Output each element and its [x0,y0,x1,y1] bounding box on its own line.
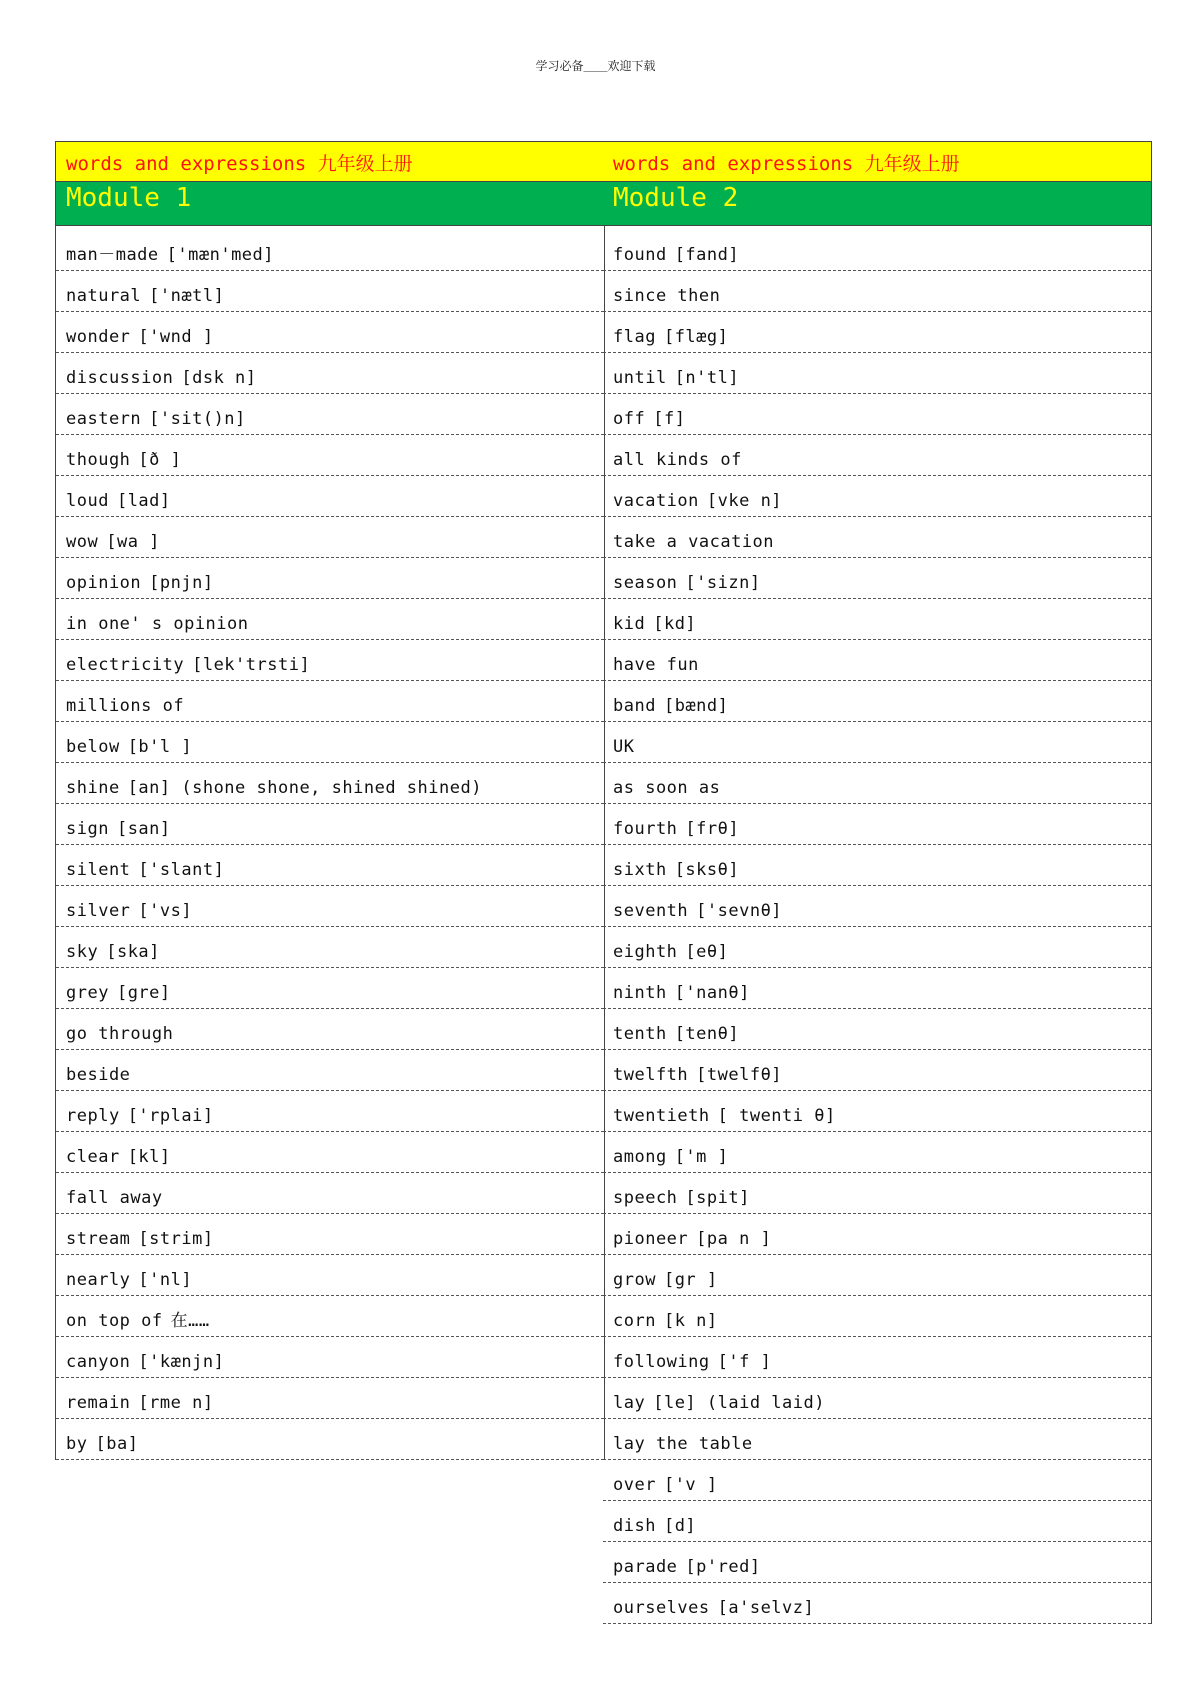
vocab-word: sixth [613,860,667,880]
left-table-title: words and expressions 九年级上册 [56,141,604,182]
vocab-row [603,1460,1151,1501]
vocab-row [603,1091,1151,1132]
right-table-title: words and expressions 九年级上册 [603,141,1151,182]
module-1-column [55,141,605,1460]
vocab-row [56,845,604,886]
vocab-pronunciation: [le] (laid laid) [653,1393,825,1413]
vocab-row [603,722,1151,763]
page-header: 学习必备＿＿欢迎下载 [535,59,656,73]
vocab-pronunciation: [ twenti θ] [717,1106,836,1126]
vocab-pronunciation: [san] [116,819,171,839]
vocab-word: silver [66,901,131,921]
vocab-pronunciation: ['vs] [138,901,193,921]
vocab-word: canyon [66,1352,131,1372]
vocab-word: fall away [66,1188,163,1208]
module-2-column [603,141,1152,1624]
vocab-row [603,681,1151,722]
vocab-word: fourth [613,819,678,839]
vocab-word: beside [66,1065,131,1085]
vocab-row [603,435,1151,476]
vocab-pronunciation: ['wnd ] [138,327,214,347]
vocab-pronunciation: [twelfθ] [696,1065,783,1085]
vocab-pronunciation: ['v ] [663,1475,718,1495]
vocab-row [56,886,604,927]
vocab-word: eighth [613,942,678,962]
vocab-row [603,1419,1151,1460]
vocab-word: until [613,368,667,388]
vocab-pronunciation: ['sizn] [685,573,761,593]
vocab-pronunciation: ['m ] [674,1147,729,1167]
vocab-word: vacation [613,491,699,511]
vocab-pronunciation: [kd] [653,614,697,634]
vocab-pronunciation: ['kænjn] [138,1352,225,1372]
vocab-word: shine [66,778,120,798]
vocab-row [56,353,604,394]
vocab-word: corn [613,1311,656,1331]
vocab-row [603,476,1151,517]
vocab-row [56,476,604,517]
vocab-pronunciation: [wa ] [106,532,160,552]
vocab-pronunciation: [a'selvz] [717,1598,815,1618]
vocab-word: on top of [66,1311,163,1331]
vocab-word: among [613,1147,667,1167]
vocab-pronunciation: [gr ] [663,1270,718,1290]
vocab-row [56,1009,604,1050]
vocab-row [603,1501,1151,1542]
left-module-heading: Module 1 [56,182,604,226]
vocab-pronunciation: ['f ] [717,1352,772,1372]
vocab-row [56,804,604,845]
vocab-pronunciation: [pnjn] [149,573,214,593]
vocab-pronunciation: ['rplai] [127,1106,214,1126]
vocab-pronunciation: ['nætl] [149,286,225,306]
vocab-word: below [66,737,120,757]
vocab-word: ourselves [613,1598,710,1618]
vocab-row [603,271,1151,312]
vocab-row [603,1132,1151,1173]
vocab-row [56,640,604,681]
vocab-row [56,1419,604,1460]
vocab-pronunciation: [dsk n] [181,368,257,388]
vocab-row [603,394,1151,435]
vocab-word: flag [613,327,656,347]
vocab-pronunciation: [lek'trsti] [192,655,311,675]
vocab-pronunciation: [an] (shone shone, shined shined) [127,778,482,798]
vocab-row [56,517,604,558]
vocab-word: following [613,1352,710,1372]
vocab-row [603,517,1151,558]
vocab-row [56,271,604,312]
vocab-word: sign [66,819,109,839]
vocab-row [56,312,604,353]
vocab-row [603,1214,1151,1255]
vocab-word: season [613,573,678,593]
vocab-row [603,1542,1151,1583]
vocab-row [603,1255,1151,1296]
vocab-row [56,1296,604,1337]
vocab-pronunciation: [ba] [95,1434,139,1454]
vocab-pronunciation: [ska] [106,942,160,962]
vocab-row [56,968,604,1009]
vocab-word: tenth [613,1024,667,1044]
vocab-row [56,1173,604,1214]
vocab-word: seventh [613,901,689,921]
vocab-row [56,1091,604,1132]
vocab-row [603,353,1151,394]
vocab-word: lay [613,1393,646,1413]
vocab-word: electricity [66,655,185,675]
vocab-word: twentieth [613,1106,710,1126]
vocab-row [603,1009,1151,1050]
vocab-row [56,435,604,476]
vocab-word: pioneer [613,1229,689,1249]
vocab-row [603,312,1151,353]
vocab-pronunciation: [eθ] [685,942,729,962]
vocab-pronunciation: [d] [663,1516,697,1536]
vocab-pronunciation: [sksθ] [674,860,740,880]
vocab-word: eastern [66,409,142,429]
vocab-row [56,599,604,640]
vocab-pronunciation: ['slant] [138,860,225,880]
vocab-row [603,804,1151,845]
vocab-word: nearly [66,1270,131,1290]
vocab-word: all kinds of [613,450,742,470]
vocab-word: found [613,245,667,265]
vocab-pronunciation: [flæg] [663,327,729,347]
vocab-word: reply [66,1106,120,1126]
vocab-pronunciation: [frθ] [685,819,740,839]
vocab-row [56,1050,604,1091]
vocab-pronunciation: [kl] [127,1147,171,1167]
vocab-row [603,1296,1151,1337]
vocab-pronunciation: ['sevnθ] [696,901,783,921]
vocab-row [56,722,604,763]
vocab-word: band [613,696,656,716]
vocab-word: natural [66,286,142,306]
vocab-word: parade [613,1557,678,1577]
vocab-word: remain [66,1393,131,1413]
vocab-word: UK [613,737,635,757]
vocab-word: though [66,450,131,470]
vocab-pronunciation: ['mæn'med] [166,245,275,265]
vocab-word: as soon as [613,778,721,798]
vocab-word: have fun [613,655,699,675]
right-module-heading: Module 2 [603,182,1151,226]
vocab-pronunciation: ['sit()n] [149,409,246,429]
vocab-word: grow [613,1270,656,1290]
vocab-word: dish [613,1516,656,1536]
vocab-pronunciation: [pa n ] [696,1229,772,1249]
vocab-word: wonder [66,327,131,347]
vocab-pronunciation: [vke n] [706,491,783,511]
left-word-list [56,230,604,1460]
vocab-pronunciation: [f] [653,409,686,429]
vocab-word: stream [66,1229,131,1249]
vocab-pronunciation: [ð ] [138,450,182,470]
vocab-row [603,845,1151,886]
vocab-word: wow [66,532,99,552]
vocab-row [56,230,604,271]
vocab-word: over [613,1475,656,1495]
vocab-pronunciation: 在…… [170,1311,210,1331]
vocab-pronunciation: [fand] [674,245,740,265]
vocab-pronunciation: [bænd] [663,696,729,716]
vocab-row [56,681,604,722]
vocab-pronunciation: [spit] [685,1188,750,1208]
vocab-pronunciation: [p'red] [685,1557,761,1577]
vocab-word: millions of [66,696,185,716]
vocab-pronunciation: [n'tl] [674,368,740,388]
vocab-row [603,640,1151,681]
vocab-word: man－made [66,245,159,265]
vocab-pronunciation: [rme n] [138,1393,214,1413]
vocab-row [603,1050,1151,1091]
vocab-pronunciation: ['nl] [138,1270,193,1290]
vocab-row [56,927,604,968]
vocab-word: by [66,1434,88,1454]
vocab-word: grey [66,983,109,1003]
vocab-word: speech [613,1188,678,1208]
vocab-row [56,394,604,435]
vocab-word: silent [66,860,131,880]
vocab-pronunciation: [gre] [116,983,171,1003]
vocab-row [56,1132,604,1173]
vocab-word: loud [66,491,109,511]
vocab-row [56,763,604,804]
vocab-word: in one' s opinion [66,614,249,634]
vocab-word: off [613,409,646,429]
vocab-pronunciation: [tenθ] [674,1024,740,1044]
vocab-row [56,1255,604,1296]
vocab-row [603,968,1151,1009]
vocab-word: take a vacation [613,532,775,552]
vocab-word: sky [66,942,99,962]
vocab-row [56,1337,604,1378]
vocab-row [603,1378,1151,1419]
vocab-pronunciation: [strim] [138,1229,214,1249]
vocab-row [56,1378,604,1419]
vocab-word: discussion [66,368,174,388]
vocabulary-table [55,141,1151,1618]
vocab-row [56,558,604,599]
vocab-row [603,1337,1151,1378]
vocab-word: lay the table [613,1434,753,1454]
vocab-word: ninth [613,983,667,1003]
vocab-row [603,558,1151,599]
vocab-row [603,599,1151,640]
vocab-row [603,230,1151,271]
vocab-word: clear [66,1147,120,1167]
vocab-pronunciation: ['nanθ] [674,983,750,1003]
vocab-word: kid [613,614,646,634]
vocab-row [56,1214,604,1255]
right-word-list [603,230,1151,1624]
vocab-word: twelfth [613,1065,689,1085]
vocab-pronunciation: [lad] [116,491,171,511]
vocab-word: since then [613,286,721,306]
vocab-pronunciation: [b'l ] [127,737,193,757]
vocab-row [603,763,1151,804]
vocab-word: opinion [66,573,142,593]
vocab-word: go through [66,1024,174,1044]
vocab-row [603,1583,1151,1624]
vocab-row [603,927,1151,968]
vocab-pronunciation: [k n] [663,1311,718,1331]
vocab-row [603,886,1151,927]
vocab-row [603,1173,1151,1214]
